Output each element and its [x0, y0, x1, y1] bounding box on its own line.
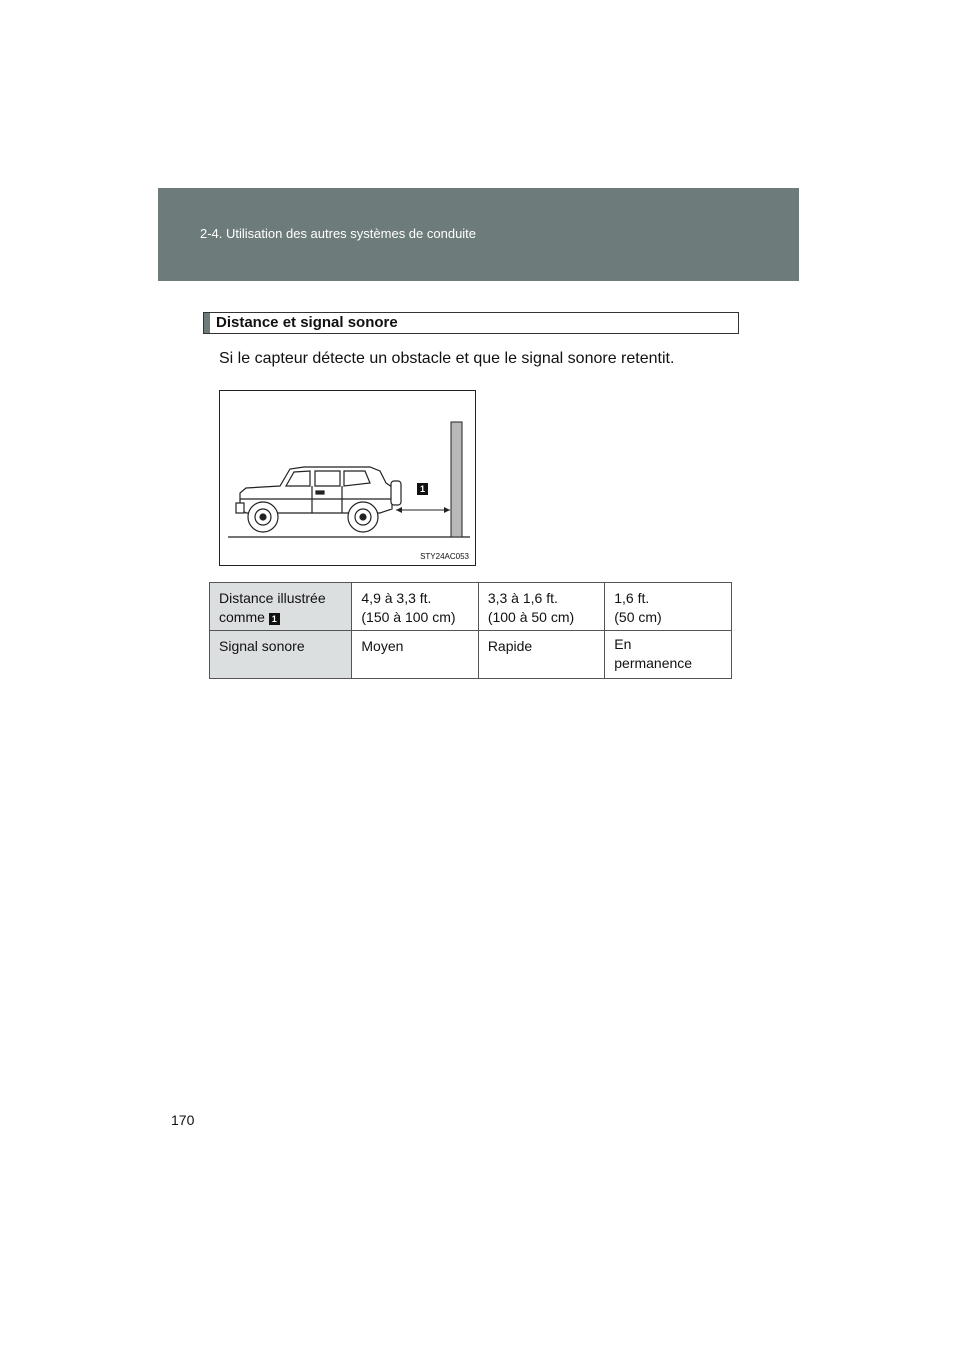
page-number: 170 [171, 1112, 195, 1128]
suv-icon [236, 467, 401, 532]
chapter-title: 2-4. Utilisation des autres systèmes de conduite [200, 226, 477, 241]
distance-signal-table [209, 582, 732, 679]
section-title: Distance et signal sonore [216, 314, 398, 331]
chapter-header-band [158, 188, 799, 281]
callout-badge: 1 [269, 613, 280, 625]
table-cell: 4,9 à 3,3 ft. (150 à 100 cm) [352, 583, 478, 631]
table-row [210, 631, 732, 679]
section-heading-bar [204, 313, 210, 333]
vehicle-distance-illustration [219, 390, 476, 566]
row-label-signal: Signal sonore [210, 631, 352, 679]
intro-text: Si le capteur détecte un obstacle et que le signal sonore retentit. [219, 350, 675, 367]
table-row [210, 583, 732, 631]
vehicle-drawing [220, 391, 477, 567]
table-cell: Rapide [478, 631, 604, 679]
figure-code: STY24AC053 [420, 552, 469, 561]
table-cell: En permanence [605, 631, 732, 679]
table-cell: 1,6 ft. (50 cm) [605, 583, 732, 631]
callout-badge: 1 [417, 483, 428, 495]
section-heading [203, 312, 739, 334]
obstacle-pole [451, 422, 462, 537]
table-cell: 3,3 à 1,6 ft. (100 à 50 cm) [478, 583, 604, 631]
row-label-distance: Distance illustrée comme 1 [210, 583, 352, 631]
table-cell: Moyen [352, 631, 478, 679]
